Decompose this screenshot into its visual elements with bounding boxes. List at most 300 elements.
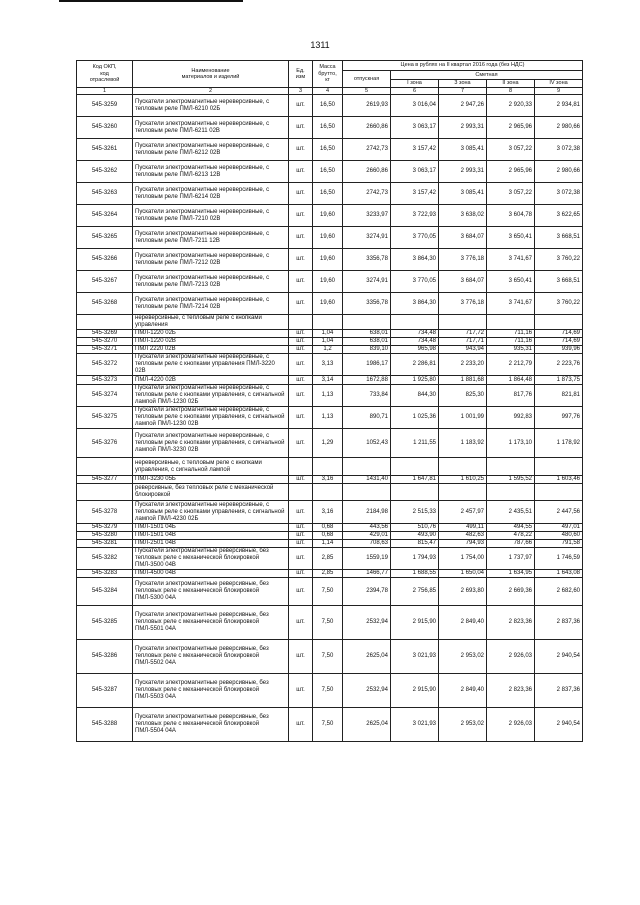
row-price-zone-3: 2 233,20 bbox=[439, 354, 487, 376]
row-price-zone-4: 2 934,81 bbox=[535, 95, 583, 117]
row-price-zone-4: 821,81 bbox=[535, 385, 583, 407]
row-unit: шт. bbox=[289, 548, 313, 570]
row-unit: шт. bbox=[289, 330, 313, 338]
row-price-zone-2: 935,31 bbox=[487, 346, 535, 354]
row-price-zone-3: 2 849,40 bbox=[439, 674, 487, 708]
table-row bbox=[77, 249, 583, 271]
row-price-zone-4: 480,60 bbox=[535, 532, 583, 540]
row-unit: шт. bbox=[289, 117, 313, 139]
row-mass bbox=[313, 315, 343, 330]
row-mass: 1,14 bbox=[313, 540, 343, 548]
table-row bbox=[77, 376, 583, 385]
row-price-zone-3: 499,11 bbox=[439, 524, 487, 532]
row-unit: шт. bbox=[289, 407, 313, 429]
row-price-zone-2 bbox=[487, 315, 535, 330]
row-mass: 3,14 bbox=[313, 376, 343, 385]
row-price-zone-2: 3 650,41 bbox=[487, 271, 535, 293]
table-row bbox=[77, 385, 583, 407]
row-price-otp: 1559,19 bbox=[343, 548, 391, 570]
row-mass: 2,85 bbox=[313, 548, 343, 570]
row-name: ПМЛ-4220 02В bbox=[133, 376, 289, 385]
row-mass bbox=[313, 484, 343, 501]
table-row bbox=[77, 139, 583, 161]
row-unit: шт. bbox=[289, 338, 313, 346]
table-row bbox=[77, 338, 583, 346]
row-price-zone-3: 3 684,07 bbox=[439, 271, 487, 293]
table-row bbox=[77, 578, 583, 606]
row-name: Пускатели электромагнитные нереверсивные, с тепловым реле ПМЛ-7214 02В bbox=[133, 293, 289, 315]
row-name: ПМЛ-1220 02Б bbox=[133, 330, 289, 338]
header-mass: Масса брутто, кг bbox=[313, 61, 343, 88]
row-price-zone-4: 2 940,54 bbox=[535, 708, 583, 742]
header-okp: Код ОКП, код отраслевой bbox=[77, 61, 133, 88]
table-row bbox=[77, 354, 583, 376]
row-price-otp: 2532,94 bbox=[343, 674, 391, 708]
row-mass: 7,50 bbox=[313, 606, 343, 640]
row-code: 545-3276 bbox=[77, 429, 133, 458]
row-price-otp: 2184,98 bbox=[343, 501, 391, 524]
row-name: Пускатели электромагнитные реверсивные, без тепловых реле с механической блокировкой ПМЛ-5501 04А bbox=[133, 606, 289, 640]
row-price-zone-4: 1 643,08 bbox=[535, 570, 583, 578]
row-mass: 3,13 bbox=[313, 354, 343, 376]
row-price-zone-1: 3 157,42 bbox=[391, 183, 439, 205]
table-row bbox=[77, 524, 583, 532]
row-price-otp bbox=[343, 484, 391, 501]
row-price-otp: 2742,73 bbox=[343, 183, 391, 205]
row-unit: шт. bbox=[289, 139, 313, 161]
row-price-otp: 429,01 bbox=[343, 532, 391, 540]
row-name: нереверсивные, с тепловым реле с кнопками управления bbox=[133, 315, 289, 330]
row-price-otp: 2532,94 bbox=[343, 606, 391, 640]
row-name: ПМЛ-1501 04В bbox=[133, 532, 289, 540]
row-price-zone-4: 714,69 bbox=[535, 338, 583, 346]
row-price-zone-2: 3 650,41 bbox=[487, 227, 535, 249]
row-mass: 1,04 bbox=[313, 330, 343, 338]
row-price-zone-2: 2 920,33 bbox=[487, 95, 535, 117]
row-price-zone-4: 939,96 bbox=[535, 346, 583, 354]
row-price-zone-2: 2 926,03 bbox=[487, 640, 535, 674]
row-price-zone-4: 2 447,56 bbox=[535, 501, 583, 524]
row-name: нереверсивные, с тепловым реле с кнопками управления, с сигнальной лампой bbox=[133, 458, 289, 476]
row-name: Пускатели электромагнитные нереверсивные, с тепловым реле ПМЛ-6214 02В bbox=[133, 183, 289, 205]
row-unit: шт. bbox=[289, 540, 313, 548]
table-row bbox=[77, 183, 583, 205]
row-code: 545-3265 bbox=[77, 227, 133, 249]
row-code: 545-3266 bbox=[77, 249, 133, 271]
row-price-zone-1: 3 722,93 bbox=[391, 205, 439, 227]
row-price-otp: 1431,40 bbox=[343, 476, 391, 484]
row-price-otp: 2625,04 bbox=[343, 708, 391, 742]
row-price-otp: 3356,78 bbox=[343, 249, 391, 271]
row-price-otp: 3274,91 bbox=[343, 227, 391, 249]
col-index: 3 bbox=[289, 88, 313, 95]
row-mass: 7,50 bbox=[313, 578, 343, 606]
row-code: 545-3278 bbox=[77, 501, 133, 524]
row-price-zone-2 bbox=[487, 458, 535, 476]
row-price-zone-3: 1 650,04 bbox=[439, 570, 487, 578]
row-unit: шт. bbox=[289, 354, 313, 376]
row-price-zone-1: 1 688,55 bbox=[391, 570, 439, 578]
row-unit: шт. bbox=[289, 271, 313, 293]
row-name: Пускатели электромагнитные нереверсивные, с тепловым реле ПМЛ-7213 02В bbox=[133, 271, 289, 293]
row-price-zone-3: 3 684,07 bbox=[439, 227, 487, 249]
row-price-zone-1: 3 021,93 bbox=[391, 708, 439, 742]
row-price-zone-1: 815,47 bbox=[391, 540, 439, 548]
row-code: 545-3286 bbox=[77, 640, 133, 674]
table-row bbox=[77, 293, 583, 315]
row-price-zone-1: 3 016,04 bbox=[391, 95, 439, 117]
row-mass bbox=[313, 458, 343, 476]
row-price-zone-4: 1 178,92 bbox=[535, 429, 583, 458]
row-code: 545-3279 bbox=[77, 524, 133, 532]
row-price-zone-3: 2 953,02 bbox=[439, 708, 487, 742]
row-code: 545-3274 bbox=[77, 385, 133, 407]
col-index: 4 bbox=[313, 88, 343, 95]
row-code: 545-3260 bbox=[77, 117, 133, 139]
row-mass: 1,13 bbox=[313, 407, 343, 429]
row-price-zone-4: 2 837,36 bbox=[535, 606, 583, 640]
row-code: 545-3282 bbox=[77, 548, 133, 570]
row-price-zone-3: 1 881,68 bbox=[439, 376, 487, 385]
row-price-zone-3: 1 001,99 bbox=[439, 407, 487, 429]
row-price-zone-2: 2 212,79 bbox=[487, 354, 535, 376]
row-mass: 1,29 bbox=[313, 429, 343, 458]
row-price-zone-1 bbox=[391, 315, 439, 330]
row-price-otp: 1466,77 bbox=[343, 570, 391, 578]
row-name: Пускатели электромагнитные нереверсивные, с тепловым реле ПМЛ-6213 12В bbox=[133, 161, 289, 183]
header-smet: Сметная bbox=[391, 71, 583, 80]
table-row bbox=[77, 476, 583, 484]
col-index: 8 bbox=[487, 88, 535, 95]
header-otp: отпускная bbox=[343, 71, 391, 88]
row-code: 545-3288 bbox=[77, 708, 133, 742]
row-price-otp: 638,01 bbox=[343, 338, 391, 346]
row-mass: 16,50 bbox=[313, 117, 343, 139]
header-zone-3: 3 зона bbox=[439, 80, 487, 88]
row-price-zone-4: 1 873,75 bbox=[535, 376, 583, 385]
row-mass: 3,16 bbox=[313, 501, 343, 524]
row-price-zone-1: 2 915,90 bbox=[391, 674, 439, 708]
table-row bbox=[77, 227, 583, 249]
row-price-zone-2: 2 823,36 bbox=[487, 674, 535, 708]
row-unit: шт. bbox=[289, 346, 313, 354]
row-price-zone-3: 3 638,02 bbox=[439, 205, 487, 227]
row-code: 545-3283 bbox=[77, 570, 133, 578]
row-unit: шт. bbox=[289, 570, 313, 578]
row-price-zone-4: 3 622,65 bbox=[535, 205, 583, 227]
row-price-otp: 839,10 bbox=[343, 346, 391, 354]
row-price-zone-2: 3 057,22 bbox=[487, 139, 535, 161]
row-name: Пускатели электромагнитные нереверсивные, с тепловым реле с кнопками управления, с сигнальной лампой ПМЛ-4230 02Б bbox=[133, 501, 289, 524]
row-price-zone-1: 2 515,33 bbox=[391, 501, 439, 524]
row-price-zone-2: 2 823,36 bbox=[487, 606, 535, 640]
row-price-otp: 1986,17 bbox=[343, 354, 391, 376]
row-mass: 16,50 bbox=[313, 139, 343, 161]
row-mass: 1,2 bbox=[313, 346, 343, 354]
row-name: ПМЛ-1501 04Б bbox=[133, 524, 289, 532]
row-price-zone-4: 2 837,36 bbox=[535, 674, 583, 708]
row-unit: шт. bbox=[289, 376, 313, 385]
row-code: 545-3273 bbox=[77, 376, 133, 385]
table-row bbox=[77, 205, 583, 227]
table-row bbox=[77, 271, 583, 293]
row-price-zone-3: 1 754,00 bbox=[439, 548, 487, 570]
row-code: 545-3263 bbox=[77, 183, 133, 205]
col-index: 6 bbox=[391, 88, 439, 95]
row-price-otp: 2394,78 bbox=[343, 578, 391, 606]
row-price-zone-2: 478,22 bbox=[487, 532, 535, 540]
row-price-zone-4: 2 223,76 bbox=[535, 354, 583, 376]
row-price-zone-1: 3 864,30 bbox=[391, 249, 439, 271]
row-price-zone-3: 825,30 bbox=[439, 385, 487, 407]
row-price-zone-1: 3 864,30 bbox=[391, 293, 439, 315]
row-name: ПМЛ-1220 02В bbox=[133, 338, 289, 346]
row-price-otp: 890,71 bbox=[343, 407, 391, 429]
row-unit: шт. bbox=[289, 385, 313, 407]
row-price-zone-2: 3 741,67 bbox=[487, 249, 535, 271]
row-price-zone-2: 817,76 bbox=[487, 385, 535, 407]
row-name: ПМЛ 2220 02В bbox=[133, 346, 289, 354]
row-price-zone-2: 1 173,10 bbox=[487, 429, 535, 458]
row-name: ПМЛ-2501 04В bbox=[133, 540, 289, 548]
row-name: Пускатели электромагнитные нереверсивные, с тепловым реле ПМЛ-6210 02Б bbox=[133, 95, 289, 117]
row-price-zone-4: 2 940,54 bbox=[535, 640, 583, 674]
row-price-zone-4: 791,58 bbox=[535, 540, 583, 548]
table-row bbox=[77, 346, 583, 354]
row-price-zone-2: 787,66 bbox=[487, 540, 535, 548]
row-price-zone-1: 1 925,80 bbox=[391, 376, 439, 385]
row-price-zone-2: 2 965,96 bbox=[487, 161, 535, 183]
row-price-zone-4: 3 760,22 bbox=[535, 293, 583, 315]
row-price-zone-1: 3 770,05 bbox=[391, 271, 439, 293]
row-name: Пускатели электромагнитные реверсивные, без тепловых реле с механической блокировкой ПМЛ-5503 04А bbox=[133, 674, 289, 708]
row-mass: 7,50 bbox=[313, 708, 343, 742]
row-price-zone-2: 2 965,96 bbox=[487, 117, 535, 139]
row-price-otp: 2625,04 bbox=[343, 640, 391, 674]
table-row bbox=[77, 161, 583, 183]
row-code: 545-3261 bbox=[77, 139, 133, 161]
row-price-zone-4: 3 668,51 bbox=[535, 227, 583, 249]
row-name: Пускатели электромагнитные нереверсивные, с тепловым реле с кнопками управления, с сигнальной лампой ПМЛ-1230 02В bbox=[133, 407, 289, 429]
row-unit: шт. bbox=[289, 501, 313, 524]
row-price-zone-4: 3 668,51 bbox=[535, 271, 583, 293]
header-zone-1: I зона bbox=[391, 80, 439, 88]
table-row bbox=[77, 606, 583, 640]
row-price-zone-2: 494,55 bbox=[487, 524, 535, 532]
row-price-zone-3: 3 776,18 bbox=[439, 249, 487, 271]
row-price-zone-3 bbox=[439, 458, 487, 476]
row-price-zone-4: 2 980,66 bbox=[535, 117, 583, 139]
row-price-zone-2: 3 604,78 bbox=[487, 205, 535, 227]
table-row bbox=[77, 429, 583, 458]
row-code bbox=[77, 458, 133, 476]
row-name: ПМЛ-3230 05Б bbox=[133, 476, 289, 484]
row-name: Пускатели электромагнитные реверсивные, без тепловых реле с механической блокировкой ПМЛ-3500 04В bbox=[133, 548, 289, 570]
row-price-zone-1: 965,98 bbox=[391, 346, 439, 354]
row-price-zone-4: 2 682,60 bbox=[535, 578, 583, 606]
row-price-zone-4: 714,69 bbox=[535, 330, 583, 338]
row-price-otp: 2742,73 bbox=[343, 139, 391, 161]
row-name: Пускатели электромагнитные нереверсивные, с тепловым реле ПМЛ-6211 02В bbox=[133, 117, 289, 139]
row-price-otp: 2660,86 bbox=[343, 161, 391, 183]
row-price-otp: 3274,91 bbox=[343, 271, 391, 293]
row-code bbox=[77, 484, 133, 501]
row-mass: 19,60 bbox=[313, 271, 343, 293]
table-row bbox=[77, 708, 583, 742]
row-unit: шт. bbox=[289, 95, 313, 117]
row-code: 545-3262 bbox=[77, 161, 133, 183]
row-price-zone-3: 717,71 bbox=[439, 338, 487, 346]
row-price-zone-1: 2 286,81 bbox=[391, 354, 439, 376]
row-price-zone-1: 510,76 bbox=[391, 524, 439, 532]
row-name: Пускатели электромагнитные нереверсивные, с тепловым реле с кнопками управления ПМЛ-3220 02В bbox=[133, 354, 289, 376]
row-price-zone-2: 2 926,03 bbox=[487, 708, 535, 742]
col-index: 7 bbox=[439, 88, 487, 95]
row-price-zone-4: 1 746,59 bbox=[535, 548, 583, 570]
table-row bbox=[77, 330, 583, 338]
row-price-zone-1: 3 157,42 bbox=[391, 139, 439, 161]
row-price-otp: 1672,88 bbox=[343, 376, 391, 385]
row-unit: шт. bbox=[289, 293, 313, 315]
row-price-otp bbox=[343, 458, 391, 476]
row-price-zone-1: 3 063,17 bbox=[391, 117, 439, 139]
row-unit: шт. bbox=[289, 205, 313, 227]
row-price-zone-2: 3 057,22 bbox=[487, 183, 535, 205]
row-price-otp: 708,63 bbox=[343, 540, 391, 548]
row-unit: шт. bbox=[289, 183, 313, 205]
row-price-zone-3: 794,93 bbox=[439, 540, 487, 548]
row-price-zone-3: 3 085,41 bbox=[439, 139, 487, 161]
row-price-otp: 443,56 bbox=[343, 524, 391, 532]
row-unit: шт. bbox=[289, 161, 313, 183]
row-price-zone-2 bbox=[487, 484, 535, 501]
row-price-zone-1: 734,48 bbox=[391, 330, 439, 338]
page-number: 1311 bbox=[310, 40, 330, 50]
row-price-zone-4: 3 072,38 bbox=[535, 139, 583, 161]
row-price-otp: 3356,78 bbox=[343, 293, 391, 315]
table-row bbox=[77, 640, 583, 674]
row-price-zone-4: 3 760,22 bbox=[535, 249, 583, 271]
col-index: 2 bbox=[133, 88, 289, 95]
row-price-zone-1: 734,48 bbox=[391, 338, 439, 346]
row-price-zone-3: 2 849,40 bbox=[439, 606, 487, 640]
row-name: ПМЛ-4500 04В bbox=[133, 570, 289, 578]
row-price-zone-2: 711,16 bbox=[487, 330, 535, 338]
row-price-zone-1: 2 915,90 bbox=[391, 606, 439, 640]
row-price-zone-1: 1 647,81 bbox=[391, 476, 439, 484]
header-name: Наименование материалов и изделий bbox=[133, 61, 289, 88]
row-price-zone-1: 1 794,93 bbox=[391, 548, 439, 570]
table-row bbox=[77, 117, 583, 139]
row-price-zone-4 bbox=[535, 315, 583, 330]
row-price-zone-3: 3 776,18 bbox=[439, 293, 487, 315]
row-mass: 7,50 bbox=[313, 674, 343, 708]
row-code: 545-3272 bbox=[77, 354, 133, 376]
row-mass: 19,60 bbox=[313, 205, 343, 227]
row-price-zone-4: 997,76 bbox=[535, 407, 583, 429]
row-price-zone-3: 2 993,31 bbox=[439, 117, 487, 139]
row-unit: шт. bbox=[289, 532, 313, 540]
row-code: 545-3285 bbox=[77, 606, 133, 640]
row-mass: 0,68 bbox=[313, 524, 343, 532]
row-code: 545-3277 bbox=[77, 476, 133, 484]
row-price-zone-1: 2 756,85 bbox=[391, 578, 439, 606]
row-unit: шт. bbox=[289, 674, 313, 708]
row-price-otp: 2660,86 bbox=[343, 117, 391, 139]
row-mass: 16,50 bbox=[313, 95, 343, 117]
row-code: 545-3267 bbox=[77, 271, 133, 293]
row-price-otp: 733,84 bbox=[343, 385, 391, 407]
row-price-zone-3: 3 085,41 bbox=[439, 183, 487, 205]
row-unit: шт. bbox=[289, 249, 313, 271]
row-name: Пускатели электромагнитные нереверсивные, с тепловым реле ПМЛ-6212 02В bbox=[133, 139, 289, 161]
row-price-zone-3: 1 183,92 bbox=[439, 429, 487, 458]
row-code: 545-3280 bbox=[77, 532, 133, 540]
row-price-zone-4: 497,01 bbox=[535, 524, 583, 532]
row-name: Пускатели электромагнитные реверсивные, без тепловых реле с механической блокировкой ПМЛ-5502 04А bbox=[133, 640, 289, 674]
row-mass: 16,50 bbox=[313, 161, 343, 183]
row-price-zone-1: 1 211,55 bbox=[391, 429, 439, 458]
row-mass: 1,13 bbox=[313, 385, 343, 407]
row-price-zone-1: 844,30 bbox=[391, 385, 439, 407]
price-table bbox=[76, 60, 583, 742]
header-unit: Ед. изм bbox=[289, 61, 313, 88]
row-name: Пускатели электромагнитные нереверсивные, с тепловым реле ПМЛ-7211 12В bbox=[133, 227, 289, 249]
header-zone-2: II зона bbox=[487, 80, 535, 88]
row-price-zone-2: 992,83 bbox=[487, 407, 535, 429]
row-price-zone-3: 2 953,02 bbox=[439, 640, 487, 674]
table-row bbox=[77, 548, 583, 570]
row-mass: 1,04 bbox=[313, 338, 343, 346]
col-index: 5 bbox=[343, 88, 391, 95]
row-code: 545-3269 bbox=[77, 330, 133, 338]
row-mass: 2,85 bbox=[313, 570, 343, 578]
row-unit bbox=[289, 315, 313, 330]
header-zone-4: IV зона bbox=[535, 80, 583, 88]
table-row bbox=[77, 95, 583, 117]
row-price-zone-3: 482,63 bbox=[439, 532, 487, 540]
row-price-zone-1: 3 770,05 bbox=[391, 227, 439, 249]
row-mass: 19,60 bbox=[313, 227, 343, 249]
row-code: 545-3271 bbox=[77, 346, 133, 354]
row-code: 545-3268 bbox=[77, 293, 133, 315]
row-code: 545-3281 bbox=[77, 540, 133, 548]
row-price-otp bbox=[343, 315, 391, 330]
row-price-otp: 1052,43 bbox=[343, 429, 391, 458]
row-mass: 16,50 bbox=[313, 183, 343, 205]
row-price-zone-1: 3 063,17 bbox=[391, 161, 439, 183]
row-price-zone-2: 3 741,67 bbox=[487, 293, 535, 315]
row-price-zone-4 bbox=[535, 484, 583, 501]
row-price-zone-1: 3 021,93 bbox=[391, 640, 439, 674]
col-index: 1 bbox=[77, 88, 133, 95]
row-code: 545-3275 bbox=[77, 407, 133, 429]
row-price-zone-3: 943,94 bbox=[439, 346, 487, 354]
row-price-zone-2: 711,16 bbox=[487, 338, 535, 346]
row-price-otp: 638,01 bbox=[343, 330, 391, 338]
row-price-zone-4: 1 603,46 bbox=[535, 476, 583, 484]
row-name: Пускатели электромагнитные нереверсивные, с тепловым реле ПМЛ-7212 02В bbox=[133, 249, 289, 271]
header-price: Цена в рублях на II квартал 2016 года (без НДС) bbox=[343, 61, 583, 71]
table-row bbox=[77, 540, 583, 548]
row-mass: 19,60 bbox=[313, 293, 343, 315]
row-price-zone-3 bbox=[439, 484, 487, 501]
row-mass: 0,68 bbox=[313, 532, 343, 540]
row-name: Пускатели электромагнитные нереверсивные, с тепловым реле ПМЛ-7210 02В bbox=[133, 205, 289, 227]
row-unit: шт. bbox=[289, 227, 313, 249]
row-mass: 3,16 bbox=[313, 476, 343, 484]
table-row bbox=[77, 315, 583, 330]
